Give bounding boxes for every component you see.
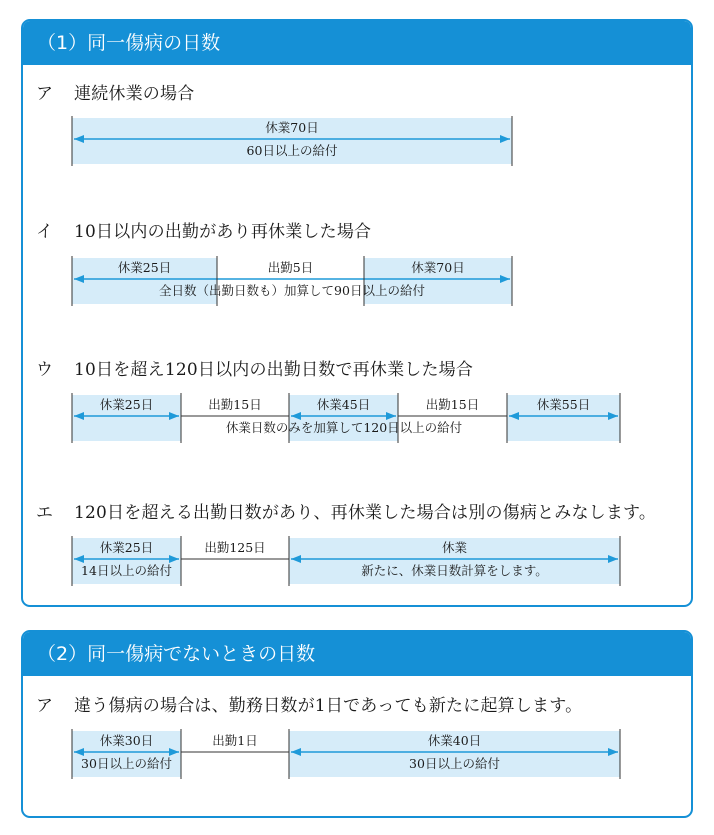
segment-label: 出勤15日 <box>425 397 480 412</box>
benefit-note: 60日以上の給付 <box>246 143 338 158</box>
timeline-1b <box>23 254 693 310</box>
case-heading-1a <box>36 79 194 104</box>
segment-label: 休業40日 <box>427 733 482 748</box>
case-title: 120日を超える出勤日数があり、再休業した場合は別の傷病とみなします。 <box>74 503 657 523</box>
case-title: 違う傷病の場合は、勤務日数が1日であっても新たに起算します。 <box>74 696 583 716</box>
segment-label: 出勤5日 <box>267 260 314 275</box>
segment-label: 休業 <box>441 540 467 555</box>
benefit-note: 新たに、休業日数計算をします。 <box>361 563 548 578</box>
benefit-note: 30日以上の給付 <box>409 756 500 771</box>
case-marker: イ <box>36 222 54 242</box>
section-panel-1 <box>21 19 693 607</box>
section-header-1: （1）同一傷病の日数 <box>23 21 691 65</box>
timeline-1d <box>23 534 693 590</box>
segment-label: 休業25日 <box>99 540 154 555</box>
segment-label: 休業25日 <box>117 260 172 275</box>
timeline-1a <box>23 114 693 170</box>
segment-label: 休業25日 <box>99 397 154 412</box>
case-marker: ア <box>36 84 54 104</box>
case-title: 10日を超え120日以内の出勤日数で再休業した場合 <box>74 360 474 380</box>
benefit-note: 30日以上の給付 <box>81 756 172 771</box>
case-heading-1d <box>36 498 656 523</box>
segment-label: 休業30日 <box>99 733 154 748</box>
segment-label: 休業70日 <box>411 260 465 275</box>
benefit-note: 14日以上の給付 <box>81 563 172 578</box>
case-marker: ウ <box>36 360 54 380</box>
case-heading-1b <box>36 217 371 242</box>
timeline-1c <box>23 391 693 447</box>
segment-label: 出勤1日 <box>212 733 258 748</box>
benefit-note: 休業日数のみを加算して120日以上の給付 <box>225 420 463 435</box>
section-header-2: （2）同一傷病でないときの日数 <box>23 632 691 676</box>
case-marker: ア <box>36 696 54 716</box>
segment-label: 休業70日 <box>265 120 319 135</box>
case-title: 連続休業の場合 <box>74 84 195 104</box>
benefit-note: 全日数（出勤日数も）加算して90日以上の給付 <box>159 283 425 298</box>
segment-label: 休業45日 <box>316 397 371 412</box>
timeline-2a <box>23 727 693 783</box>
case-heading-1c <box>36 355 473 380</box>
case-title: 10日以内の出勤があり再休業した場合 <box>74 222 372 242</box>
case-marker: エ <box>36 503 54 523</box>
case-heading-2a <box>36 691 582 716</box>
segment-label: 休業55日 <box>536 397 591 412</box>
section-panel-2 <box>21 630 693 818</box>
segment-label: 出勤125日 <box>204 540 266 555</box>
segment-label: 出勤15日 <box>208 397 262 412</box>
